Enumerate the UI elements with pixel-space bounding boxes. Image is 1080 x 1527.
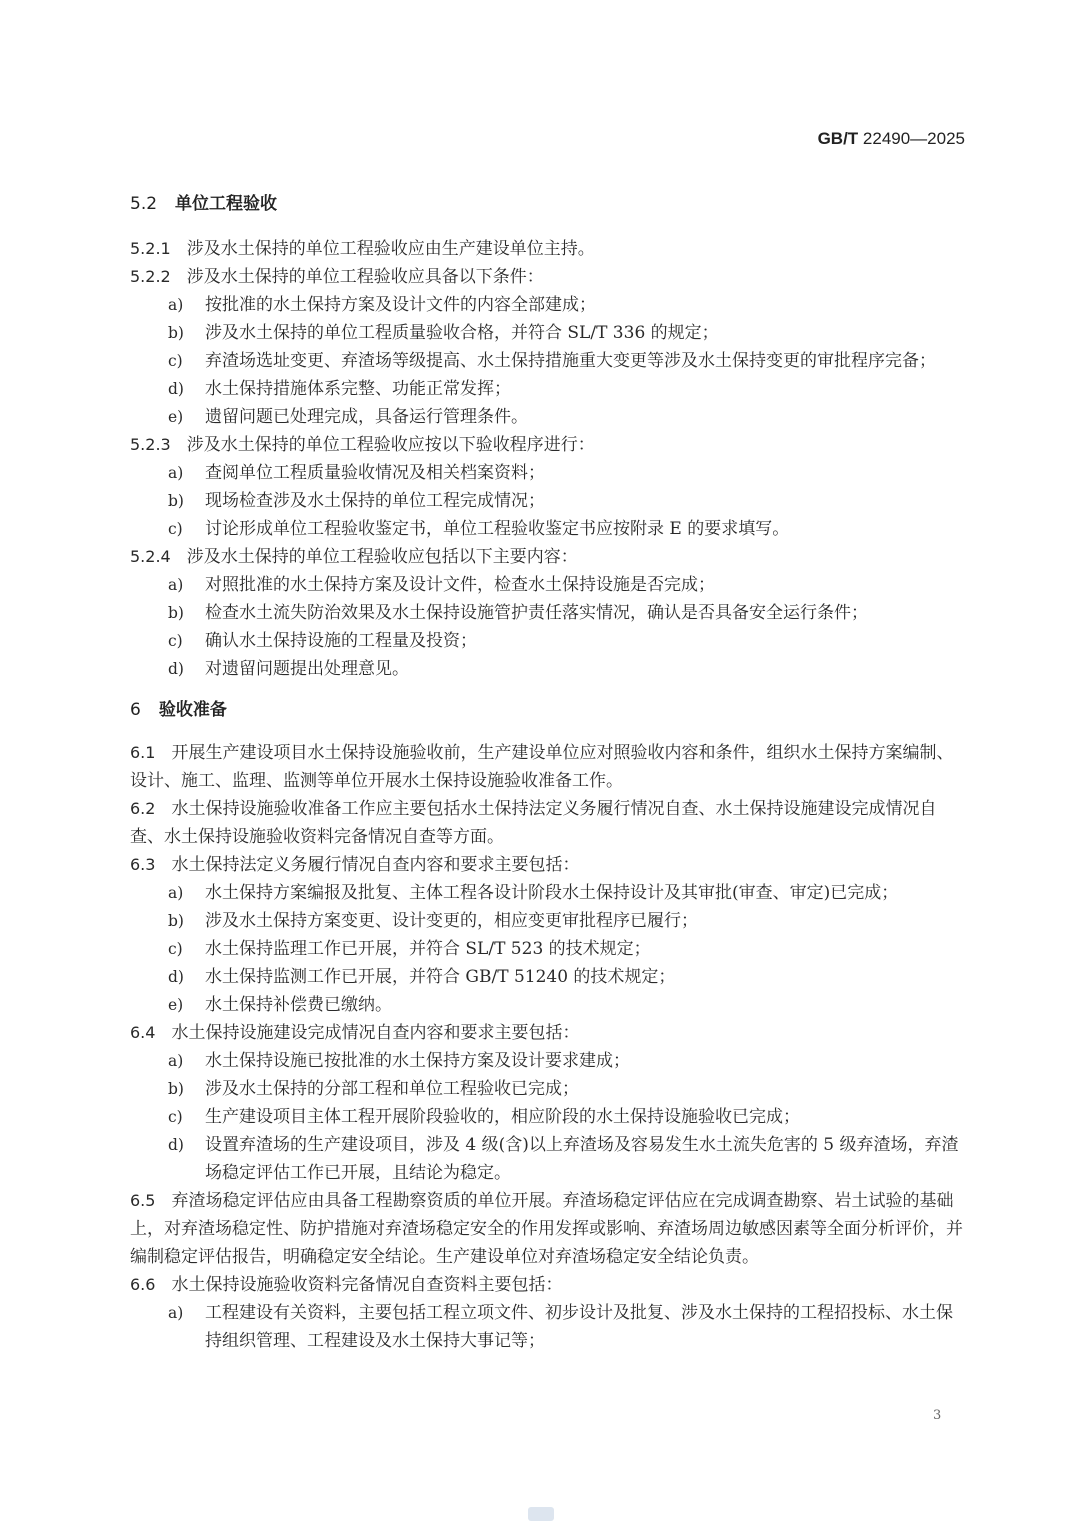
document-body — [130, 190, 966, 1355]
list-item-text: 检查水土流失防治效果及水土保持设施管护责任落实情况，确认是否具备安全运行条件； — [205, 603, 868, 623]
list-marker: d) — [168, 380, 184, 398]
clause-text: 涉及水土保持的单位工程验收应包括以下主要内容： — [186, 547, 578, 567]
clause-6-1 — [130, 739, 966, 795]
list-marker: d) — [168, 660, 184, 678]
list-item — [130, 1103, 966, 1131]
list-item — [130, 515, 966, 543]
section-title: 单位工程验收 — [175, 194, 278, 214]
list-item — [130, 291, 966, 319]
clause-text: 涉及水土保持的单位工程验收应按以下验收程序进行： — [186, 435, 595, 455]
list-item-text: 水土保持设施已按批准的水土保持方案及设计要求建成； — [205, 1051, 630, 1071]
list-item-text: 水土保持监测工作已开展，并符合 GB/T 51240 的技术规定； — [205, 967, 676, 987]
list-item — [130, 907, 966, 935]
clause-number: 6.1 — [130, 743, 156, 762]
list-item — [130, 963, 966, 991]
clause-text: 水土保持设施验收资料完备情况自查资料主要包括： — [171, 1275, 563, 1295]
clause-number: 6.3 — [130, 855, 156, 874]
list-marker: c) — [168, 1108, 183, 1126]
clause-6-6 — [130, 1271, 966, 1299]
list-item — [130, 571, 966, 599]
list-item-text: 工程建设有关资料，主要包括工程立项文件、初步设计及批复、涉及水土保持的工程招投标、水土保持组织管理、工程建设及水土保持大事记等； — [205, 1303, 953, 1351]
list-item-text: 确认水土保持设施的工程量及投资； — [205, 631, 477, 651]
watermark-logo-icon — [528, 1507, 554, 1521]
list-item-text: 弃渣场选址变更、弃渣场等级提高、水土保持措施重大变更等涉及水土保持变更的审批程序完备； — [205, 351, 936, 371]
list-marker: e) — [168, 996, 184, 1014]
list-item-text: 讨论形成单位工程验收鉴定书，单位工程验收鉴定书应按附录 E 的要求填写。 — [205, 519, 790, 539]
clause-number: 5.2.2 — [130, 267, 171, 286]
clause-5-2-4 — [130, 543, 966, 571]
list-marker: b) — [168, 324, 184, 342]
list-marker: c) — [168, 940, 183, 958]
list-marker: b) — [168, 604, 184, 622]
list-item-text: 对遗留问题提出处理意见。 — [205, 659, 409, 679]
clause-number: 6.6 — [130, 1275, 156, 1294]
list-item — [130, 655, 966, 683]
list-marker: d) — [168, 968, 184, 986]
list-item — [130, 347, 966, 375]
list-marker: b) — [168, 492, 184, 510]
clause-number: 5.2.4 — [130, 547, 171, 566]
list-marker: a) — [168, 1304, 184, 1322]
clause-5-2-3 — [130, 431, 966, 459]
clause-text: 水土保持设施验收准备工作应主要包括水土保持法定义务履行情况自查、水土保持设施建设完成情况自查、水土保持设施验收资料完备情况自查等方面。 — [130, 799, 937, 847]
list-item-text: 查阅单位工程质量验收情况及相关档案资料； — [205, 463, 545, 483]
list-marker: b) — [168, 912, 184, 930]
list-marker: b) — [168, 1080, 184, 1098]
list-item-text: 按批准的水土保持方案及设计文件的内容全部建成； — [205, 295, 596, 315]
clause-text: 开展生产建设项目水土保持设施验收前，生产建设单位应对照验收内容和条件，组织水土保持方案编制、设计、施工、监理、监测等单位开展水土保持设施验收准备工作。 — [130, 743, 954, 791]
list-item-text: 涉及水土保持方案变更、设计变更的，相应变更审批程序已履行； — [205, 911, 698, 931]
section-number: 5.2 — [130, 194, 158, 214]
clause-6-3 — [130, 851, 966, 879]
clause-number: 6.4 — [130, 1023, 156, 1042]
list-item-text: 涉及水土保持的单位工程质量验收合格，并符合 SL/T 336 的规定； — [205, 323, 719, 343]
list-item — [130, 879, 966, 907]
list-marker: c) — [168, 520, 183, 538]
list-item-text: 设置弃渣场的生产建设项目，涉及 4 级(含)以上弃渣场及容易发生水土流失危害的 5 级弃渣场，弃渣场稳定评估工作已开展，且结论为稳定。 — [205, 1135, 959, 1183]
list-item-text: 涉及水土保持的分部工程和单位工程验收已完成； — [205, 1079, 579, 1099]
clause-number: 5.2.1 — [130, 239, 171, 258]
list-item — [130, 991, 966, 1019]
list-item — [130, 375, 966, 403]
list-marker: a) — [168, 296, 184, 314]
standard-code — [818, 129, 965, 149]
list-item — [130, 1299, 966, 1355]
page-number: 3 — [933, 1408, 942, 1423]
standard-number: 22490—2025 — [862, 129, 965, 148]
clause-5-2-2 — [130, 263, 966, 291]
list-item-text: 现场检查涉及水土保持的单位工程完成情况； — [205, 491, 545, 511]
list-item-text: 水土保持补偿费已缴纳。 — [205, 995, 392, 1015]
clause-text: 水土保持设施建设完成情况自查内容和要求主要包括： — [171, 1023, 580, 1043]
list-marker: c) — [168, 352, 183, 370]
clause-number: 6.5 — [130, 1191, 156, 1210]
list-marker: a) — [168, 1052, 184, 1070]
list-item — [130, 403, 966, 431]
list-marker: a) — [168, 464, 184, 482]
standard-prefix: GB/T — [817, 129, 859, 148]
clause-number: 5.2.3 — [130, 435, 171, 454]
list-item-text: 生产建设项目主体工程开展阶段验收的，相应阶段的水土保持设施验收已完成； — [205, 1107, 800, 1127]
list-item — [130, 935, 966, 963]
clause-text: 水土保持法定义务履行情况自查内容和要求主要包括： — [171, 855, 580, 875]
clause-5-2-1 — [130, 235, 966, 263]
list-marker: e) — [168, 408, 184, 426]
list-item — [130, 487, 966, 515]
list-item — [130, 459, 966, 487]
section-heading-5-2 — [130, 190, 966, 218]
list-item-text: 对照批准的水土保持方案及设计文件，检查水土保持设施是否完成； — [205, 575, 715, 595]
clause-6-2 — [130, 795, 966, 851]
section-title: 验收准备 — [158, 700, 227, 720]
list-item-text: 水土保持措施体系完整、功能正常发挥； — [205, 379, 511, 399]
list-marker: a) — [168, 576, 184, 594]
clause-text: 涉及水土保持的单位工程验收应具备以下条件： — [186, 267, 544, 287]
section-heading-6 — [130, 696, 966, 724]
list-item — [130, 319, 966, 347]
list-item — [130, 1047, 966, 1075]
clause-6-4 — [130, 1019, 966, 1047]
section-number: 6 — [130, 700, 141, 720]
clause-number: 6.2 — [130, 799, 156, 818]
list-item — [130, 627, 966, 655]
list-item — [130, 1131, 966, 1187]
list-item — [130, 1075, 966, 1103]
list-marker: d) — [168, 1136, 184, 1154]
list-item-text: 遗留问题已处理完成，具备运行管理条件。 — [205, 407, 528, 427]
list-marker: c) — [168, 632, 183, 650]
list-item — [130, 599, 966, 627]
clause-text: 涉及水土保持的单位工程验收应由生产建设单位主持。 — [186, 239, 595, 259]
clause-text: 弃渣场稳定评估应由具备工程勘察资质的单位开展。弃渣场稳定评估应在完成调查勘察、岩土试验的基础上，对弃渣场稳定性、防护措施对弃渣场稳定安全的作用发挥或影响、弃渣场周边敏感因素等全面分析评价，并编制稳定评估报告，明确稳定安全结论。生产建设单位对弃渣场稳定安全结论负责。 — [130, 1191, 963, 1267]
list-item-text: 水土保持方案编报及批复、主体工程各设计阶段水土保持设计及其审批(审查、审定)已完成； — [205, 883, 899, 903]
clause-6-5 — [130, 1187, 966, 1271]
list-marker: a) — [168, 884, 184, 902]
list-item-text: 水土保持监理工作已开展，并符合 SL/T 523 的技术规定； — [205, 939, 651, 959]
